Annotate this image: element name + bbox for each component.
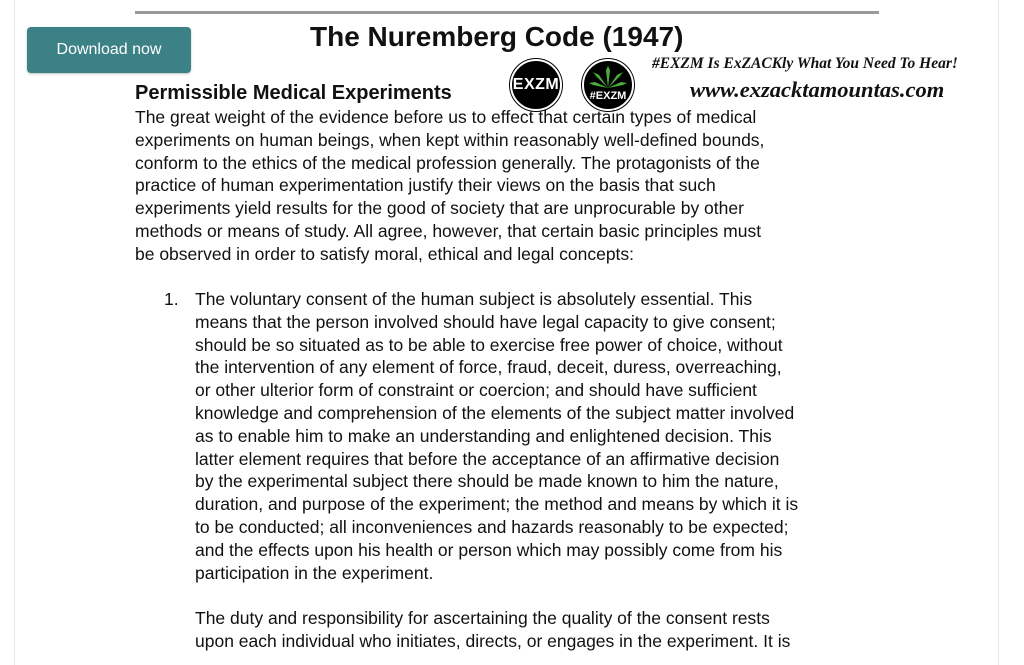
intro-line: methods or means of study. All agree, however, that certain basic principles must — [135, 220, 762, 241]
exzm-logo — [510, 59, 562, 111]
intro-line: conform to the ethics of the medical profession generally. The protagonists of the — [135, 152, 760, 173]
item-line: participation in the experiment. — [195, 562, 434, 583]
item-line: The voluntary consent of the human subject is absolutely essential. This — [195, 289, 753, 309]
item-line: means that the person involved should have legal capacity to give consent; — [195, 311, 776, 332]
intro-paragraph — [135, 106, 875, 266]
exzm-leaf-logo-text: #EXZM — [589, 90, 627, 102]
top-divider — [135, 11, 879, 14]
list-item-number: 1. — [164, 289, 179, 309]
intro-line: The great weight of the evidence before us to effect that certain types of medical — [135, 107, 757, 127]
site-url: www.exzacktamountas.com — [690, 77, 945, 102]
page-title: The Nuremberg Code (1947) — [310, 21, 684, 52]
page-edge-left — [14, 0, 15, 665]
item-line: to be conducted; all inconveniences and hazards reasonably to be expected; — [195, 516, 789, 537]
item-line: by the experimental subject there should be made known to him the nature, — [195, 471, 779, 492]
item-line: the intervention of any element of force, fraud, deceit, duress, overreaching, — [195, 357, 782, 378]
intro-line: experiments on human beings, when kept within reasonably well-defined bounds, — [135, 129, 765, 150]
exzm-logo-text: EXZM — [512, 76, 560, 93]
list-item-text — [195, 288, 895, 584]
item-line: and the effects upon his health or person which may possibly come from his — [195, 539, 783, 560]
list-item-continuation — [195, 607, 895, 653]
item-line: as to enable him to make an understanding and enlightened decision. This — [195, 425, 772, 446]
item-line: upon each individual who initiates, directs, or engages in the experiment. It is — [195, 630, 791, 651]
item-line: duration, and purpose of the experiment; the method and means by which it is — [195, 494, 799, 515]
section-heading: Permissible Medical Experiments — [135, 82, 452, 104]
exzm-leaf-logo — [582, 59, 634, 111]
item-line: The duty and responsibility for ascertaining the quality of the consent rests — [195, 608, 770, 628]
download-button[interactable]: Download now — [27, 27, 191, 73]
item-line: knowledge and comprehension of the elements of the subject matter involved — [195, 402, 795, 423]
tagline: #EXZM Is ExZACKly What You Need To Hear! — [652, 55, 958, 72]
item-line: latter element requires that before the acceptance of an affirmative decision — [195, 448, 780, 469]
page-edge-right — [998, 0, 999, 665]
item-line: should be so situated as to be able to exercise free power of choice, without — [195, 334, 783, 355]
intro-line: be observed in order to satisfy moral, ethical and legal concepts: — [135, 243, 635, 264]
intro-line: practice of human experimentation justify their views on the basis that such — [135, 175, 716, 196]
item-line: or other ulterior form of constraint or coercion; and should have sufficient — [195, 380, 757, 401]
intro-line: experiments yield results for the good of society that are unprocurable by other — [135, 198, 744, 219]
